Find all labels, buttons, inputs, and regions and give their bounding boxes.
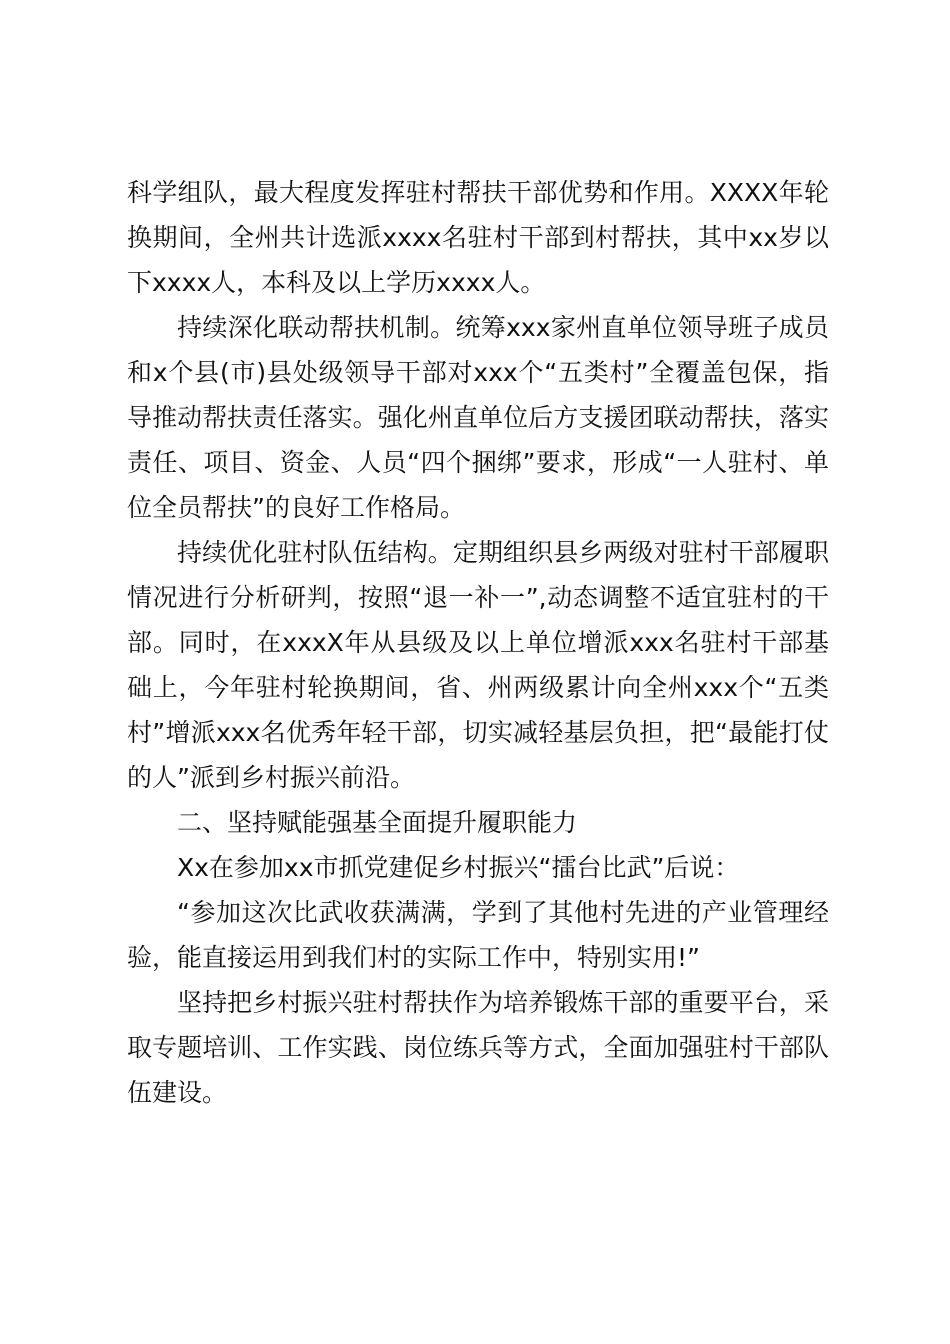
paragraph-team-structure: 持续优化驻村队伍结构。定期组织县乡两级对驻村干部履职情况进行分析研判，按照“退一补一”,动态调整不适宜驻村的干部。同时，在xxxX年从县级及以上单位增派xxx名驻村干部基础上，今年驻村轮换期间，省、州两级累计向全州xxx个“五类村”增派xxx名优秀年轻干部，切实减轻基层负担，把“最能打仗的人”派到乡村振兴前沿。: [127, 538, 829, 792]
paragraph-quote-intro: Xx在参加xx市抓党建促乡村振兴“擂台比武”后说：: [177, 853, 740, 882]
paragraph-continuation: 科学组队，最大程度发挥驻村帮扶干部优势和作用。XXXX年轮换期间，全州共计选派xxxx名驻村干部到村帮扶，其中xx岁以下xxxx人，本科及以上学历xxxx人。: [127, 178, 829, 297]
paragraph-training-platform: 坚持把乡村振兴驻村帮扶作为培养锻炼干部的重要平台，采取专题培训、工作实践、岗位练兵等方式，全面加强驻村干部队伍建设。: [127, 988, 829, 1107]
paragraph-linkage-mechanism: 持续深化联动帮扶机制。统筹xxx家州直单位领导班子成员和x个县(市)县处级领导干部对xxx个“五类村”全覆盖包保，指导推动帮扶责任落实。强化州直单位后方支援团联动帮扶，落实责任、项目、资金、人员“四个捆绑”要求，形成“一人驻村、单位全员帮扶”的良好工作格局。: [127, 313, 829, 522]
section-heading: 二、坚持赋能强基全面提升履职能力: [177, 808, 578, 837]
document-body: [127, 170, 829, 1115]
paragraph-quote: “参加这次比武收获满满，学到了其他村先进的产业管理经验，能直接运用到我们村的实际工作中，特别实用!”: [127, 898, 829, 972]
